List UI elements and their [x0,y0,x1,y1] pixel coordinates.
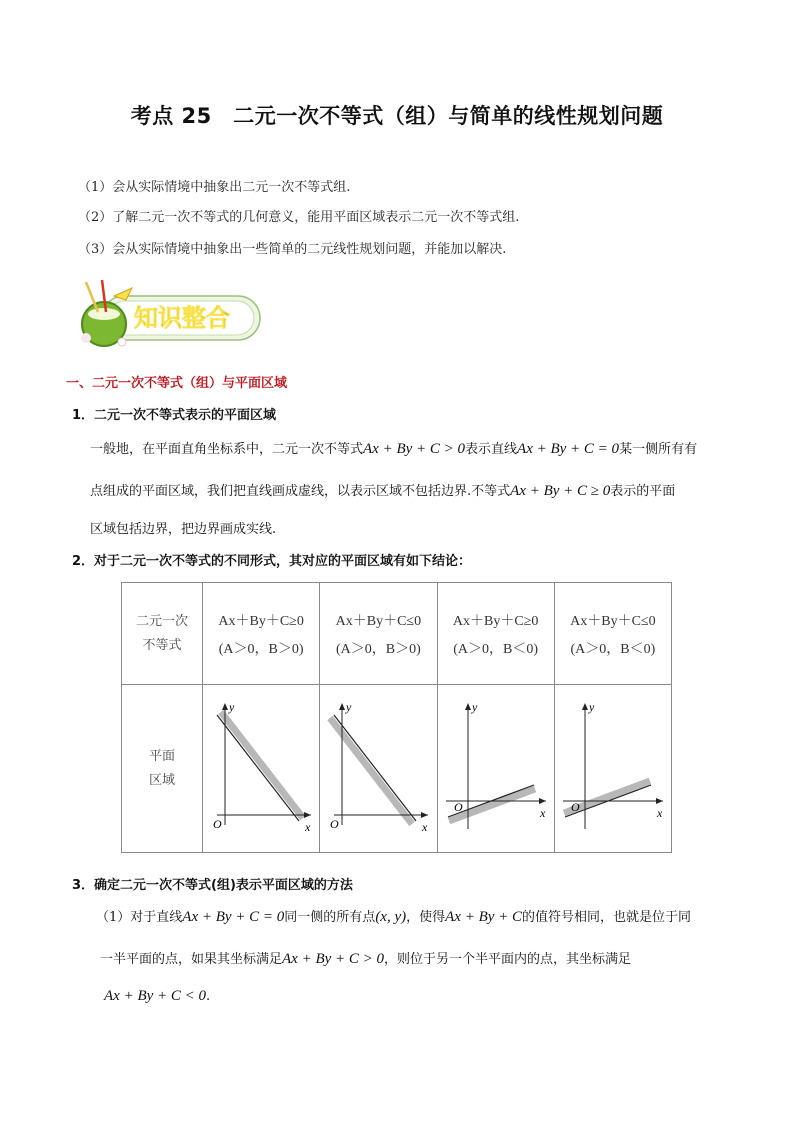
math: Ax + By + C ≥ 0 [510,483,611,499]
inequality: Ax＋By＋C≥0 [452,613,539,629]
header-cell-4 [554,583,671,685]
paragraph-line-1 [90,438,730,458]
text: 一半平面的点，如果其坐标满足 [100,952,283,967]
label-line: 不等式 [142,637,182,653]
text: 的值符号相同，也就是位于同 [522,910,692,925]
inequality: Ax＋By＋C≤0 [570,613,656,629]
objective-3: （3）会从实际情境中抽象出一些简单的二元线性规划问题，并能加以解决. [78,242,507,257]
banner-text: 知识整合 [134,304,230,332]
inequality: Ax＋By＋C≥0 [218,613,304,629]
label-line: 二元一次 [135,613,188,629]
graph-svg [555,697,671,837]
text: 同一侧的所有点 [284,910,376,925]
math: Ax + By + C = 0 [182,909,285,925]
text: 一般地，在平面直角坐标系中，二元一次不等式 [90,442,364,457]
math: Ax + By + C < 0 [104,988,207,1004]
x-label: x [422,819,428,834]
math: Ax + By + C > 0 [363,441,466,457]
y-label: y [588,699,595,714]
objective-1: （1）会从实际情境中抽象出二元一次不等式组. [78,180,351,195]
text: ，使得 [406,910,446,925]
section3-heading: 3．确定二元一次不等式(组)表示平面区域的方法 [72,878,353,893]
section1-sub1: 1．二元一次不等式表示的平面区域 [72,408,277,423]
condition: (A＞0，B＞0) [218,641,304,657]
x-label: x [656,805,663,820]
condition: (A＞0，B＜0) [570,641,656,657]
method-line-3 [104,988,744,1005]
region-graph-4 [554,685,671,853]
region-graph-2 [320,685,437,853]
section1-sub2: 2．对于二元一次不等式的不同形式，其对应的平面区域有如下结论： [72,554,472,569]
y-label: y [471,699,477,714]
text: 表示的平面 [610,484,676,499]
method-line-1 [96,906,736,926]
page-title: 考点 25 二元一次不等式（组）与简单的线性规划问题 [130,104,664,128]
text: （1）对于直线 [96,910,183,925]
text: 点组成的平面区域，我们把直线画成虚线，以表示区域不包括边界.不等式 [90,484,511,499]
header-cell-3 [437,583,554,685]
region-graph-1 [203,685,320,853]
condition: (A＞0，B＜0) [453,641,539,657]
header-cell-1 [203,583,320,685]
x-label: x [539,805,545,820]
region-table [121,582,672,853]
origin-label: O [570,799,580,814]
math: Ax + By + C > 0 [282,951,385,967]
graph-svg [438,697,554,837]
text: 某一侧所有有 [619,442,698,457]
x-label: x [305,819,311,834]
y-label: y [229,699,235,714]
paragraph-line-2 [90,480,730,500]
math: Ax + By + C = 0 [517,441,620,457]
y-label: y [346,699,352,714]
objective-2: （2）了解二元一次不等式的几何意义，能用平面区域表示二元一次不等式组. [78,210,520,225]
label-line: 区域 [148,772,175,788]
origin-label: O [213,816,222,831]
paragraph-line-3: 区域包括边界，把边界画成实线. [90,522,277,537]
knowledge-banner [74,276,264,354]
origin-label: O [453,799,463,814]
text: . [206,989,211,1004]
graph-svg [203,697,319,837]
section1-heading: 一、二元一次不等式（组）与平面区域 [66,376,288,391]
region-graph-3 [437,685,554,853]
row1-label [122,583,203,685]
condition: (A＞0，B＞0) [335,641,421,657]
text: ，则位于另一个半平面内的点，其坐标满足 [384,952,632,967]
origin-label: O [330,816,340,831]
text: 表示直线 [465,442,518,457]
graph-svg [320,697,436,837]
method-line-2 [100,948,740,968]
math: Ax + By + C [445,909,523,925]
math: (x, y) [375,909,407,925]
label-line: 平面 [148,748,175,764]
header-cell-2 [320,583,437,685]
inequality: Ax＋By＋C≤0 [335,613,422,629]
row2-label [122,685,203,853]
